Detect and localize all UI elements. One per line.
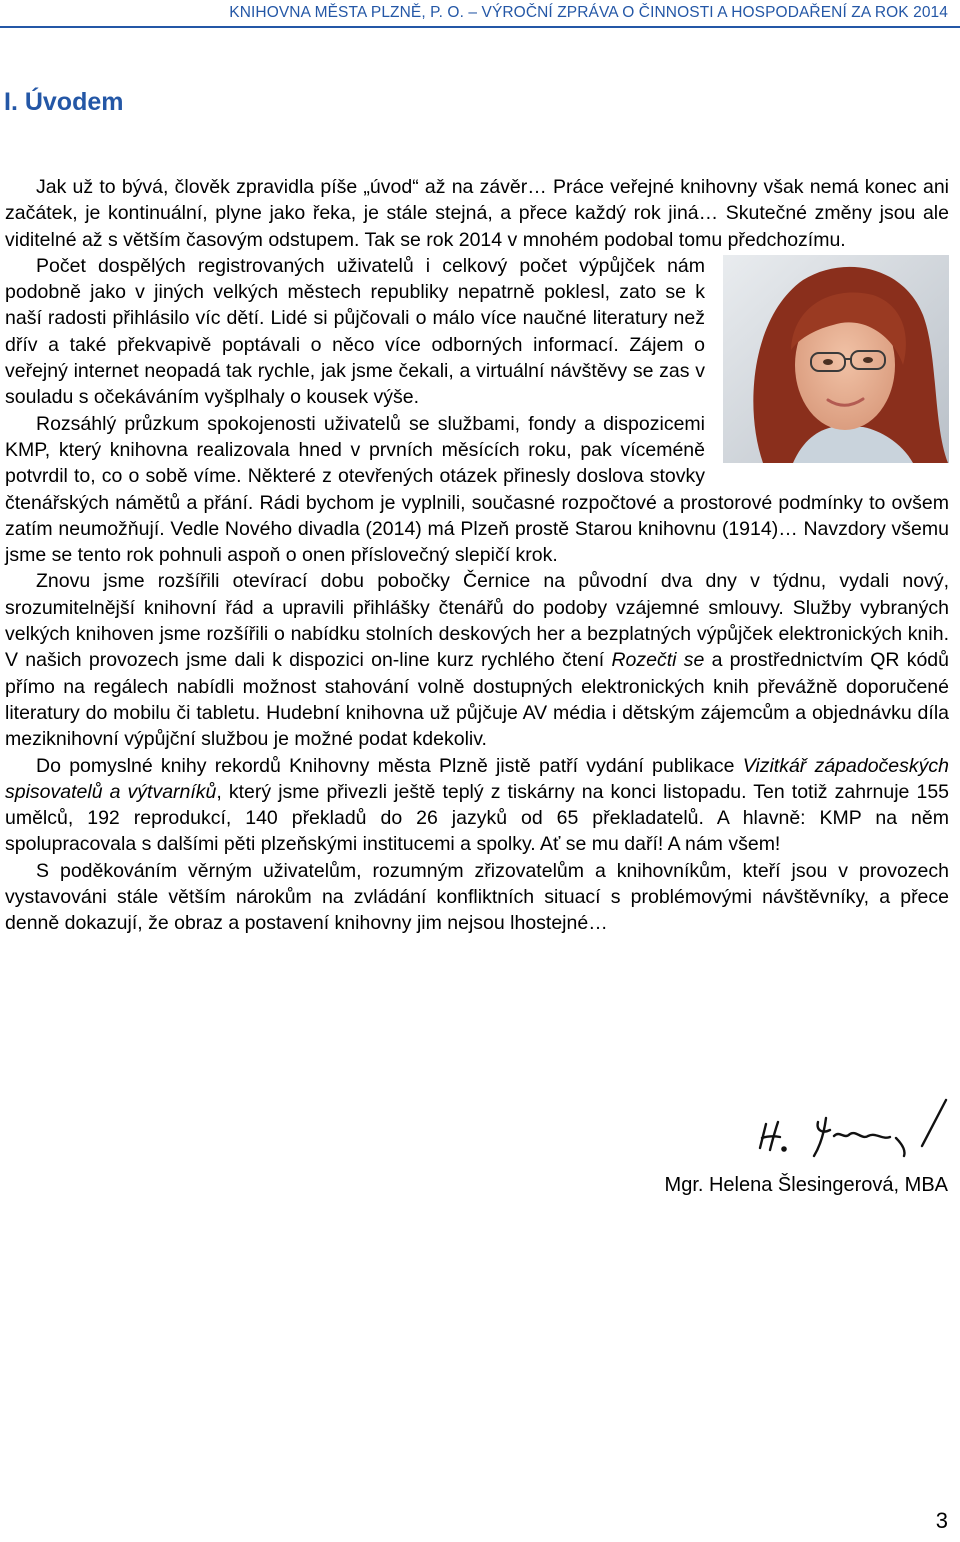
paragraph-4-italic: Rozečti se bbox=[611, 649, 705, 672]
author-portrait bbox=[723, 255, 949, 463]
header-rule bbox=[0, 26, 960, 28]
paragraph-5-text: Do pomyslné knihy rekordů Knihovny města Plzně jistě patří vydání publikace bbox=[36, 754, 743, 777]
paragraph-4 bbox=[5, 568, 949, 752]
paragraph-2: Počet dospělých registrovaných uživatelů i celkový počet výpůjček nám podobně jako v jiných velkých městech republiky nepatrně poklesl, zato se k naší radosti přihlásilo víc dětí. Lidé si půjčovali o málo více naučné literatury než dřív a také překvapivě poptávali o něco více odborných informací. Zájem o veřejný internet neopadá tak rychle, jak jsme čekali, a virtuální návštěvy se zas v souladu s očekáváním vyšplhaly o kousek výše. bbox=[5, 254, 705, 409]
article-body bbox=[5, 174, 949, 937]
paragraph-4-rest: a prostřednictvím QR kódů přímo na regálech nabídli možnost stahování volně dostupných elektronických knih převážně doporučené literatury do mobilu či tabletu. Hudební knihovna už půjčuje AV média i dětským zájemcům a objednávku díla meziknihovní výpůjční službou je možné podat kdekoliv. bbox=[5, 649, 949, 751]
section-title: I. Úvodem bbox=[4, 88, 124, 116]
paragraph-5-rest: , který jsme přivezli ještě teplý z tiskárny na konci listopadu. Ten totiž zahrnuje 155 umělců, 192 reprodukcí, 140 překladů do 26 jazyků od 65 překladatelů. A hlavně: KMP na něm spolupracovala s dalšími pěti plzeňskými institucemi a spolky. Ať se mu daří! A nám všem! bbox=[5, 780, 950, 856]
paragraph-1: Jak už to bývá, člověk zpravidla píše „úvod“ až na závěr… Práce veřejné knihovny však nemá konec ani začátek, je kontinuální, plyne jako řeka, je stále stejná, a přece každý rok jiná… Skutečné změny jsou ale viditelné až s větším časovým odstupem. Tak se rok 2014 v mnohém podobal tomu předchozímu. bbox=[5, 176, 949, 251]
page-number: 3 bbox=[935, 1508, 948, 1533]
paragraph-3: Rozsáhlý průzkum spokojenosti uživatelů se službami, fondy a dispozicemi KMP, který knihovna realizovala hned v prvních měsících roku, pak víceméně potvrdil to, co o sobě víme. Některé z otevřených otázek přinesly doslova stovky čtenářských námětů a přání. Rádi bychom je vyplnili, současné rozpočtové a prostorové podmínky to ovšem zatím neumožňují. Vedle Nového divadla (2014) má Plzeň prostě Starou knihovnu (1914)… Navzdory všemu jsme se tento rok pohnuli aspoň o onen příslovečný slepičí krok. bbox=[5, 412, 949, 567]
paragraph-5-italic: Vizitkář západočeských spisovatelů a výtvarníků bbox=[5, 754, 949, 803]
signer-name: Mgr. Helena Šlesingerová, MBA bbox=[664, 1174, 948, 1196]
handwritten-signature bbox=[726, 1094, 958, 1164]
paragraph-5 bbox=[5, 753, 949, 858]
paragraph-4-text: Znovu jsme rozšířili otevírací dobu pobočky Černice na původní dva dny v týdnu, vydali nový, srozumitelnější knihovní řád a upravili přihlášky čtenářů do podoby vzájemné smlouvy. Služby vybraných velkých knihoven jsme rozšířili o nabídku stolních deskových her a bezplatných výpůjček elektronických knih. V našich provozech jsme dali k dispozici on-line kurz rychlého čtení bbox=[5, 570, 949, 672]
running-header: KNIHOVNA MĚSTA PLZNĚ, P. O. – VÝROČNÍ ZPRÁVA O ČINNOSTI A HOSPODAŘENÍ ZA ROK 2014 bbox=[229, 4, 948, 21]
paragraph-6: S poděkováním věrným uživatelům, rozumným zřizovatelům a knihovníkům, kteří jsou v provozech vystavováni stále větším nárokům na zvládání konfliktních situací s problémovými návštěvníky, a přece denně dokazují, že obraz a postavení knihovny jim nejsou lhostejné… bbox=[5, 859, 949, 935]
